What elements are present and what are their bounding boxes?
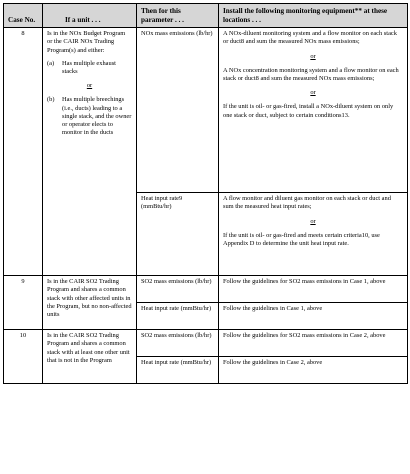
- condition-b: [47, 96, 132, 137]
- equipment-heat-input: [219, 193, 408, 276]
- header-if-a-unit: [43, 4, 137, 28]
- condition-a: [47, 60, 132, 76]
- unit-condition: [43, 28, 137, 276]
- header-if-a-unit-text: If a unit . . .: [65, 15, 101, 24]
- table-row: [4, 28, 408, 193]
- table-row: [4, 276, 408, 303]
- equipment-heat-input: Follow the guidelines in Case 1, above: [219, 303, 408, 330]
- or-separator: or: [310, 52, 316, 60]
- unit-condition: Is in the CAIR SO2 Trading Program and shares a common stack with other affected units in the Program, but no non-affected units: [43, 276, 137, 330]
- or-separator: or: [310, 217, 316, 225]
- condition-b-text: Has multiple breechings (i.e., ducts) leading to a single stack, and the owner or operator elects to monitor in the ducts: [62, 96, 132, 137]
- table-row: [4, 330, 408, 357]
- header-parameter: Then for this parameter . . .: [137, 4, 219, 28]
- equipment-heat-input: Follow the guidelines in Case 2, above: [219, 357, 408, 384]
- equipment-option-1: A NOx-diluent monitoring system and a flow monitor on each stack or duct8 and sum the measured NOx mass emissions;: [223, 30, 397, 46]
- equipment-nox-mass: [219, 28, 408, 193]
- header-equipment: Install the following monitoring equipment** at these locations . . .: [219, 4, 408, 28]
- parameter-heat-input: Heat input rate (mmBtu/hr): [137, 303, 219, 330]
- case-number: 10: [4, 330, 43, 384]
- unit-condition: Is in the CAIR SO2 Trading Program and shares a common stack with at least one other unit that is not in the Program: [43, 330, 137, 384]
- equipment-option-2: If the unit is oil- or gas-fired and meets certain criteria10, use Appendix D to determine the unit heat input rate.: [223, 231, 380, 247]
- equipment-option-1: A flow monitor and diluent gas monitor on each stack or duct and sum the measured heat input rates;: [223, 195, 391, 211]
- case-number: 8: [4, 28, 43, 276]
- parameter-nox-mass: NOx mass emissions (lb/hr): [137, 28, 219, 193]
- condition-b-label: (b): [47, 96, 55, 104]
- case-number: 9: [4, 276, 43, 330]
- table-header-row: [4, 4, 408, 28]
- or-separator: or: [86, 82, 93, 90]
- equipment-option-2: A NOx concentration monitoring system and a flow monitor on each stack or duct8 and sum the measured NOx mass emissions;: [223, 66, 399, 82]
- equipment-so2-mass: Follow the guidelines for SO2 mass emissions in Case 1, above: [219, 276, 408, 303]
- or-separator: or: [310, 89, 316, 97]
- condition-a-text: Has multiple exhaust stacks: [62, 59, 116, 75]
- equipment-so2-mass: Follow the guidelines for SO2 mass emissions in Case 2, above: [219, 330, 408, 357]
- parameter-so2-mass: SO2 mass emissions (lb/hr): [137, 330, 219, 357]
- monitoring-requirements-table: [3, 3, 408, 384]
- equipment-option-3: If the unit is oil- or gas-fired, install a NOx-diluent system on only one stack or duct, subject to certain conditions13.: [223, 103, 394, 119]
- parameter-so2-mass: SO2 mass emissions (lb/hr): [137, 276, 219, 303]
- parameter-heat-input: Heat input rate9 (mmBtu/hr): [137, 193, 219, 276]
- header-case-no: Case No.: [4, 4, 43, 28]
- unit-intro: Is in the NOx Budget Program or the CAIR NOx Trading Program(s) and either:: [47, 30, 126, 54]
- condition-a-label: (a): [47, 59, 55, 67]
- parameter-heat-input: Heat input rate (mmBtu/hr): [137, 357, 219, 384]
